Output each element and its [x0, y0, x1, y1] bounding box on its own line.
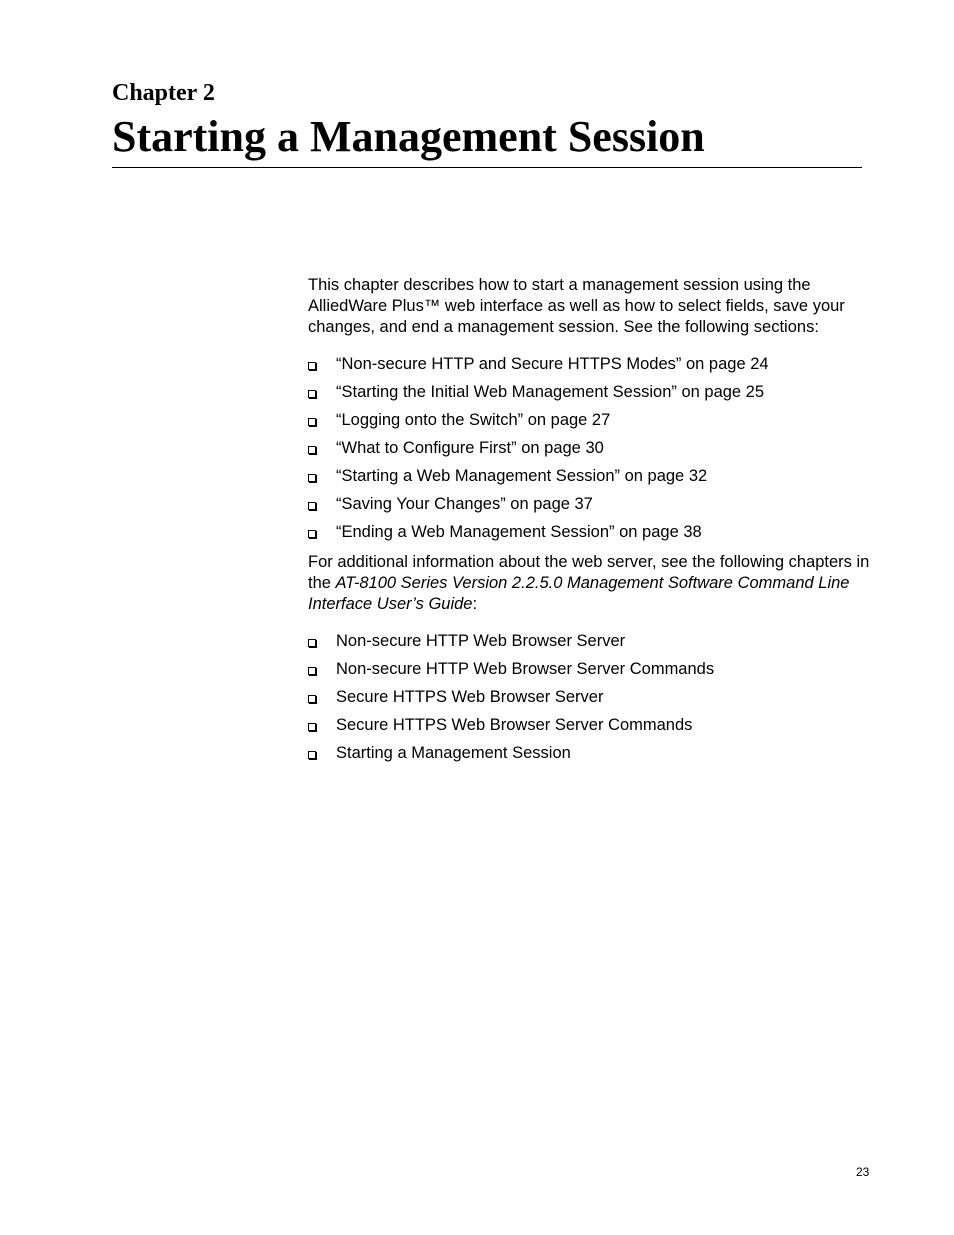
checkbox-bullet-icon	[308, 695, 316, 703]
list-item-text: “Logging onto the Switch” on page 27	[336, 411, 611, 429]
list-item	[308, 494, 874, 522]
list-item	[308, 466, 874, 494]
list-item-text: Non-secure HTTP Web Browser Server Commands	[336, 660, 715, 678]
checkbox-bullet-icon	[308, 723, 316, 731]
list-item-text: Secure HTTPS Web Browser Server Commands	[336, 716, 693, 734]
list-item-text: “Starting a Web Management Session” on page 32	[336, 467, 708, 485]
chapter-list	[308, 631, 874, 771]
list-item	[308, 522, 874, 550]
chapter-title: Starting a Management Session	[112, 112, 705, 161]
list-item-text: “Non-secure HTTP and Secure HTTPS Modes” on page 24	[336, 355, 769, 373]
intro-paragraph: This chapter describes how to start a management session using the AlliedWare Plus™ web interface as well as how to select fields, save your changes, and end a management session. See the following sections:	[308, 276, 845, 336]
additional-text: For additional information about the web server, see the following chapters in the	[308, 553, 870, 592]
list-item-text: Non-secure HTTP Web Browser Server	[336, 632, 626, 650]
chapter-label: Chapter 2	[112, 80, 215, 106]
list-item-text: Secure HTTPS Web Browser Server	[336, 688, 604, 706]
page-number: 23	[856, 1165, 870, 1179]
list-item	[308, 354, 874, 382]
list-item	[308, 410, 874, 438]
list-item	[308, 743, 874, 771]
additional-info-paragraph	[308, 552, 874, 615]
list-item	[308, 659, 874, 687]
checkbox-bullet-icon	[308, 418, 316, 426]
checkbox-bullet-icon	[308, 474, 316, 482]
checkbox-bullet-icon	[308, 639, 316, 647]
checkbox-bullet-icon	[308, 362, 316, 370]
list-item-text: “Starting the Initial Web Management Session” on page 25	[336, 383, 765, 401]
checkbox-bullet-icon	[308, 390, 316, 398]
list-item-text: “Ending a Web Management Session” on page 38	[336, 523, 702, 541]
chapter-content	[308, 275, 874, 771]
checkbox-bullet-icon	[308, 667, 316, 675]
additional-text-end: :	[472, 595, 478, 613]
list-item	[308, 382, 874, 410]
book-title: AT-8100 Series Version 2.2.5.0 Management Software Command Line Interface User’s Guide	[308, 574, 850, 613]
list-item	[308, 687, 874, 715]
title-rule	[112, 167, 862, 168]
list-item-text: “What to Configure First” on page 30	[336, 439, 604, 457]
section-list	[308, 354, 874, 550]
list-item-text: Starting a Management Session	[336, 744, 571, 762]
checkbox-bullet-icon	[308, 751, 316, 759]
checkbox-bullet-icon	[308, 446, 316, 454]
checkbox-bullet-icon	[308, 502, 316, 510]
list-item	[308, 438, 874, 466]
checkbox-bullet-icon	[308, 530, 316, 538]
list-item	[308, 715, 874, 743]
list-item	[308, 631, 874, 659]
list-item-text: “Saving Your Changes” on page 37	[336, 495, 593, 513]
